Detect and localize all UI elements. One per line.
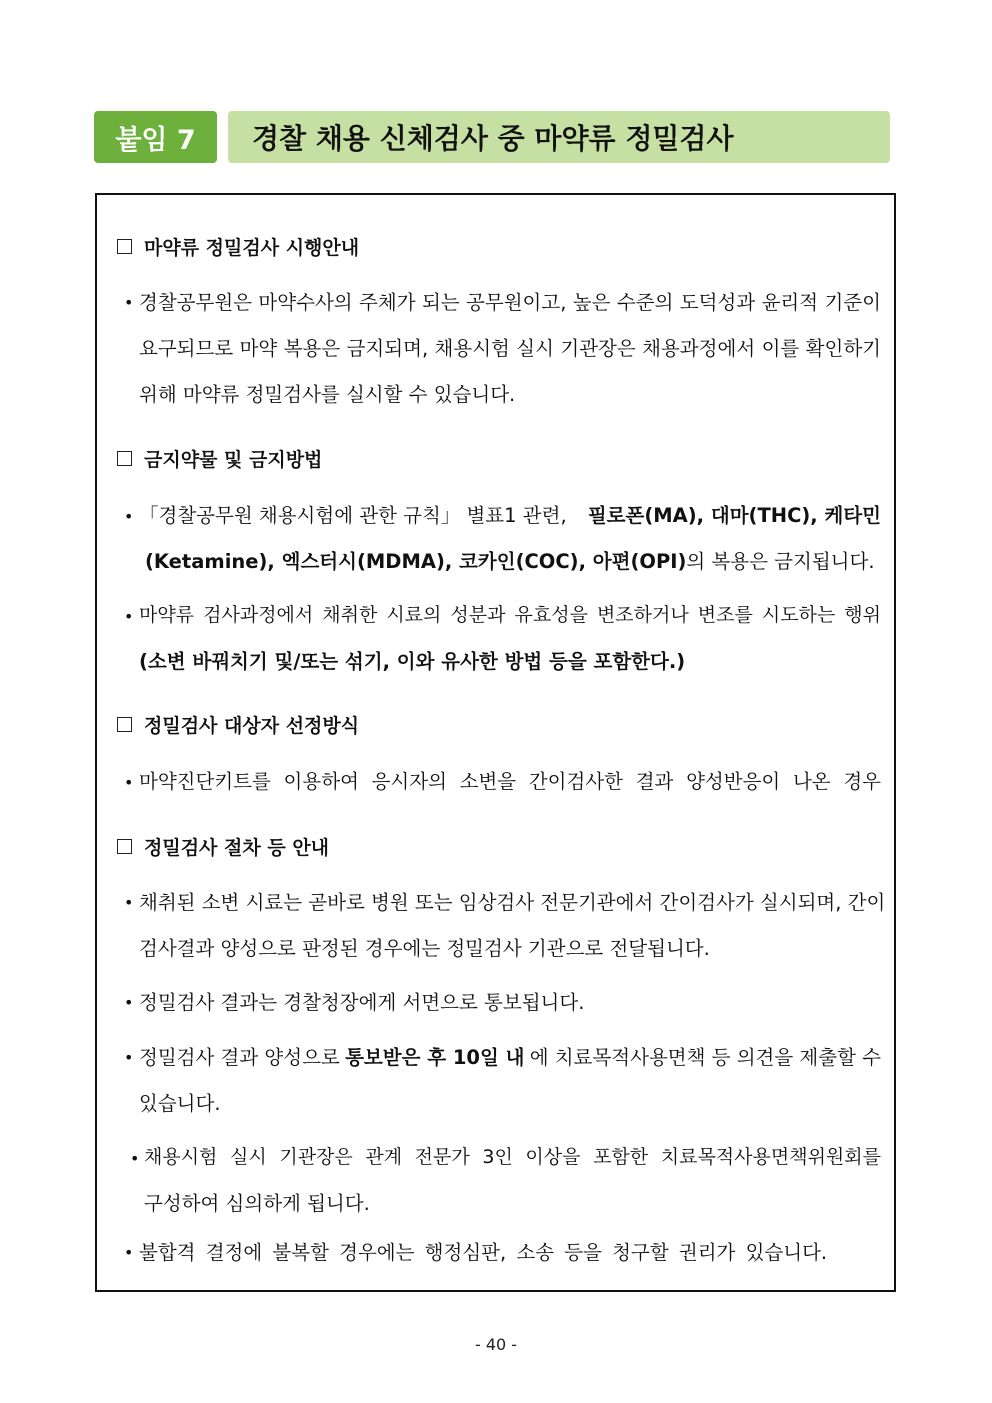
content-box bbox=[95, 193, 896, 1292]
section-heading bbox=[117, 711, 359, 738]
deadline-bold: 통보받은 후 10일 내 bbox=[345, 1046, 525, 1069]
section-title: 마약류 정밀검사 시행안내 bbox=[144, 237, 360, 259]
paragraph-line: 위해 마약류 정밀검사를 실시할 수 있습니다. bbox=[139, 383, 516, 406]
text-run: 의 복용은 금지됩니다. bbox=[686, 550, 875, 573]
paragraph-line: 검사결과 양성으로 판정된 경우에는 정밀검사 기관으로 전달됩니다. bbox=[139, 937, 710, 960]
bullet-icon: • bbox=[124, 993, 134, 1012]
page-number: - 40 - bbox=[474, 1335, 518, 1354]
text-run: 「경찰공무원 채용시험에 관한 규칙」 별표1 관련, bbox=[139, 504, 567, 527]
paragraph-line bbox=[139, 1042, 881, 1070]
checkbox-square-icon bbox=[117, 451, 132, 466]
checkbox-square-icon bbox=[117, 239, 132, 254]
bullet-icon: • bbox=[124, 293, 134, 312]
paragraph-line: 불합격 결정에 불복할 경우에는 행정심판, 소송 등을 청구할 권리가 있습니다. bbox=[139, 1241, 828, 1264]
paragraph-line: 채취된 소변 시료는 곧바로 병원 또는 임상검사 전문기관에서 간이검사가 실시되며, 간이 bbox=[139, 891, 886, 914]
text-run: 정밀검사 결과 양성으로 bbox=[139, 1046, 340, 1069]
paragraph-line bbox=[139, 500, 881, 528]
text-run: 에 치료목적사용면책 등 의견을 제출할 수 bbox=[529, 1046, 881, 1069]
checkbox-square-icon bbox=[117, 839, 132, 854]
paragraph-line: 요구되므로 마약 복용은 금지되며, 채용시험 실시 기관장은 채용과정에서 이를 확인하기 bbox=[139, 337, 881, 360]
bullet-icon: • bbox=[124, 1243, 134, 1262]
section-title: 금지약물 및 금지방법 bbox=[144, 449, 323, 471]
section-heading bbox=[117, 445, 322, 472]
page-header bbox=[94, 111, 890, 163]
paragraph-line: 마약진단키트를 이용하여 응시자의 소변을 간이검사한 결과 양성반응이 나온 경우 bbox=[139, 770, 881, 793]
paragraph-line: 마약류 검사과정에서 채취한 시료의 성분과 유효성을 변조하거나 변조를 시도하는 행위 bbox=[139, 604, 881, 626]
section-title: 정밀검사 절차 등 안내 bbox=[144, 837, 330, 859]
paragraph-line bbox=[145, 546, 875, 574]
page-title: 경찰 채용 신체검사 중 마약류 정밀검사 bbox=[228, 111, 890, 163]
section-heading bbox=[117, 833, 329, 860]
section-title: 정밀검사 대상자 선정방식 bbox=[144, 715, 360, 737]
paragraph-line: 있습니다. bbox=[139, 1092, 221, 1115]
checkbox-square-icon bbox=[117, 717, 132, 732]
paragraph-line: 채용시험 실시 기관장은 관계 전문가 3인 이상을 포함한 치료목적사용면책위원회를 bbox=[144, 1146, 881, 1168]
drug-list-bold: 필로폰(MA), 대마(THC), 케타민 bbox=[587, 504, 881, 527]
section-heading bbox=[117, 233, 359, 260]
bullet-icon: • bbox=[124, 773, 134, 792]
attachment-tag: 붙임 7 bbox=[94, 111, 217, 163]
paragraph-line: 경찰공무원은 마약수사의 주체가 되는 공무원이고, 높은 수준의 도덕성과 윤리적 기준이 bbox=[139, 291, 881, 314]
bullet-icon: • bbox=[124, 893, 134, 912]
bullet-icon: • bbox=[124, 607, 134, 626]
bullet-icon: • bbox=[124, 1048, 134, 1067]
paragraph-line: 구성하여 심의하게 됩니다. bbox=[144, 1192, 370, 1215]
paragraph-line: 정밀검사 결과는 경찰청장에게 서면으로 통보됩니다. bbox=[139, 991, 585, 1014]
bullet-icon: • bbox=[124, 507, 134, 526]
paragraph-line-bold: (소변 바꿔치기 및/또는 섞기, 이와 유사한 방법 등을 포함한다.) bbox=[139, 650, 686, 673]
bullet-icon: • bbox=[130, 1149, 140, 1168]
drug-list-bold: (Ketamine), 엑스터시(MDMA), 코카인(COC), 아편(OPI) bbox=[145, 550, 687, 573]
